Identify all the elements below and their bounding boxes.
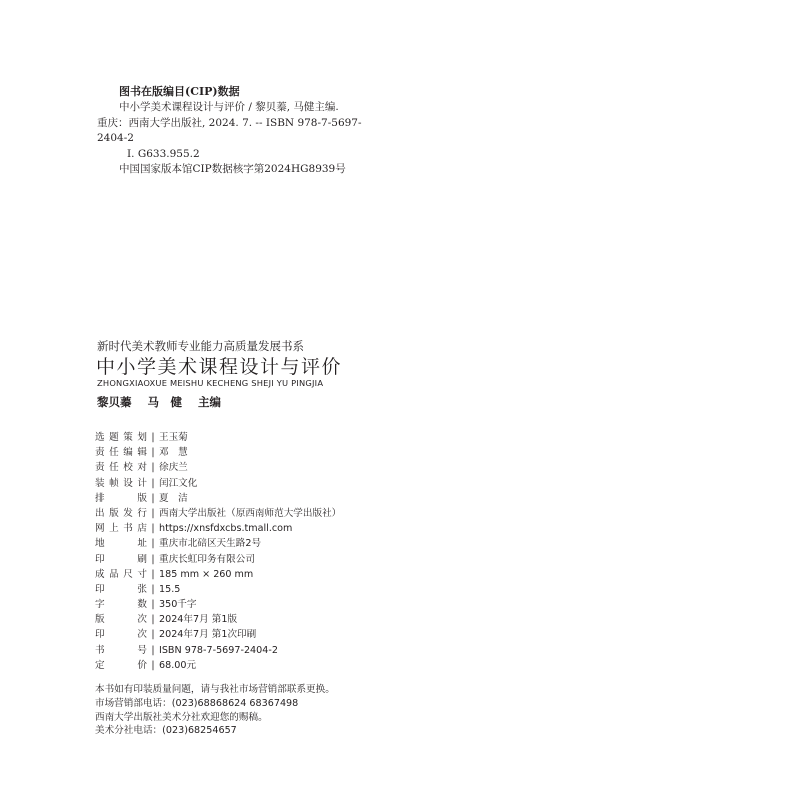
info-separator: | (151, 553, 155, 565)
info-label: 字数 (95, 599, 147, 611)
info-value: https://xnsfdxcbs.tmall.com (159, 523, 293, 535)
info-separator: | (151, 599, 155, 611)
editors-line (97, 395, 221, 409)
info-value: 350千字 (159, 599, 197, 611)
info-value: 185 mm × 260 mm (159, 568, 254, 580)
info-separator: | (151, 629, 155, 641)
info-value: 徐庆兰 (159, 462, 188, 474)
cip-line-title: 中小学美术课程设计与评价 / 黎贝蓁, 马健主编. (119, 101, 339, 113)
cip-line-classification: Ⅰ. G633.955.2 (127, 147, 200, 160)
info-separator: | (151, 477, 155, 489)
info-label: 出版发行 (95, 507, 147, 519)
info-value: 闰江文化 (159, 477, 198, 489)
info-label: 选题策划 (95, 432, 147, 443)
info-row (95, 476, 341, 491)
info-separator: | (151, 432, 155, 443)
info-label: 装帧设计 (95, 477, 147, 489)
info-label: 版次 (95, 614, 147, 626)
info-label: 地址 (95, 538, 147, 550)
cip-line-record-number: 中国国家版本馆CIP数据核字第2024HG8939号 (119, 163, 346, 176)
info-value: 重庆市北碚区天生路2号 (159, 538, 262, 550)
info-label: 责任校对 (95, 462, 147, 474)
info-row (95, 536, 341, 551)
info-separator: | (151, 523, 155, 535)
info-label: 网上书店 (95, 523, 147, 535)
info-separator: | (151, 462, 155, 474)
editor-name-2: 马 健 (147, 395, 182, 409)
notice-line: 本书如有印装质量问题，请与我社市场营销部联系更换。 (95, 684, 335, 695)
info-row (95, 521, 341, 536)
info-row (95, 491, 341, 506)
info-value: 重庆长虹印务有限公司 (159, 553, 255, 565)
info-row (95, 430, 341, 445)
info-label: 责任编辑 (95, 447, 147, 459)
info-row (95, 627, 341, 642)
info-row (95, 658, 341, 673)
info-row (95, 567, 341, 582)
editor-name-1: 黎贝蓁 (97, 395, 132, 409)
info-value: 68.00元 (159, 659, 197, 671)
info-separator: | (151, 614, 155, 626)
series-name: 新时代美术教师专业能力高质量发展书系 (97, 339, 304, 353)
info-row (95, 460, 341, 475)
info-label: 成品尺寸 (95, 568, 147, 580)
publication-info (95, 430, 341, 673)
cip-line-publisher: 重庆：西南大学出版社, 2024. 7. -- ISBN 978-7-5697- (97, 116, 362, 129)
info-value: 西南大学出版社（原西南师范大学出版社） (159, 507, 342, 519)
info-row (95, 552, 341, 567)
info-value: 夏 洁 (159, 492, 188, 504)
editor-role: 主编 (198, 395, 221, 409)
info-separator: | (151, 583, 155, 595)
info-separator: | (151, 507, 155, 519)
notice-line: 美术分社电话：(023)68254657 (95, 725, 237, 737)
info-label: 印刷 (95, 553, 147, 565)
info-label: 印张 (95, 583, 147, 595)
info-value: 2024年7月 第1版 (159, 614, 238, 626)
info-row (95, 445, 341, 460)
cip-heading: 图书在版编目(CIP)数据 (119, 85, 240, 98)
info-row (95, 506, 341, 521)
info-label: 书号 (95, 644, 147, 656)
notice-line: 市场营销部电话：(023)68868624 68367498 (95, 697, 299, 709)
info-label: 排版 (95, 492, 147, 504)
notice-line: 西南大学出版社美术分社欢迎您的赐稿。 (95, 711, 268, 723)
info-separator: | (151, 538, 155, 550)
cip-block (97, 84, 437, 178)
info-separator: | (151, 644, 155, 656)
info-label: 印次 (95, 629, 147, 641)
info-separator: | (151, 568, 155, 580)
info-row (95, 597, 341, 612)
info-value: ISBN 978-7-5697-2404-2 (159, 644, 278, 656)
book-title-pinyin: ZHONGXIAOXUE MEISHU KECHENG SHEJI YU PINGJIA (97, 378, 324, 388)
info-row (95, 612, 341, 627)
info-value: 邓 慧 (159, 447, 188, 459)
info-row (95, 582, 341, 597)
info-separator: | (151, 492, 155, 504)
info-value: 2024年7月 第1次印刷 (159, 629, 257, 641)
cip-line-isbn-tail: 2404-2 (97, 132, 134, 145)
info-row (95, 643, 341, 658)
notice-block (95, 683, 335, 738)
info-value: 15.5 (159, 583, 181, 595)
info-value: 王玉菊 (159, 432, 188, 443)
info-separator: | (151, 447, 155, 459)
info-separator: | (151, 659, 155, 671)
info-label: 定价 (95, 659, 147, 671)
book-title: 中小学美术课程设计与评价 (96, 356, 343, 378)
